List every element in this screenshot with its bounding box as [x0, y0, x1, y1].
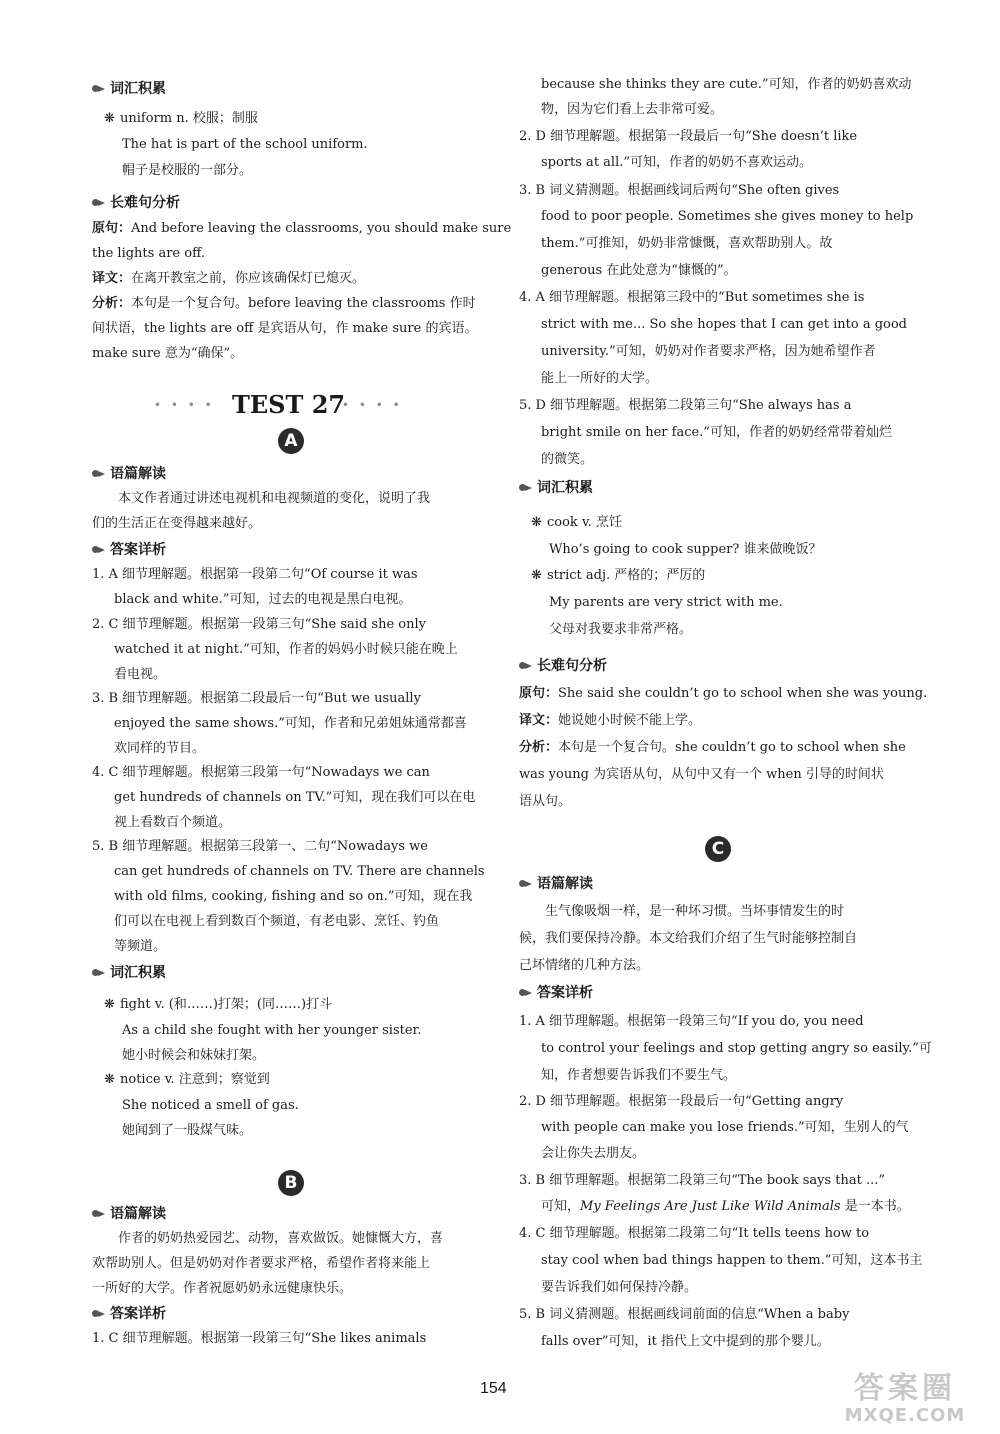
answer-item: 3. B 细节理解题。根据第二段最后一句“But we usually	[92, 691, 421, 706]
answer-item-cont: get hundreds of channels on TV.”可知，现在我们可以在电	[114, 790, 476, 805]
answer-item: 3. B 词义猜测题。根据画线词后两句“She often gives	[519, 183, 840, 198]
watermark-url: MXQE.COM	[844, 1405, 966, 1426]
answer-item-cont: because she thinks they are cute.”可知，作者的奶奶喜欢动	[541, 77, 912, 92]
answer-item-cont: to control your feelings and stop getting angry so easily.”可	[541, 1041, 932, 1056]
heading-pointer-icon	[92, 1209, 106, 1219]
answer-item-cont: strict with me... So she hopes that I can get into a good	[541, 317, 907, 332]
vocab-entry-uniform	[104, 110, 258, 128]
heading-pointer-icon	[92, 198, 106, 208]
answer-item-cont: black and white.”可知，过去的电视是黑白电视。	[114, 592, 412, 607]
answer-item-cont: 会让你失去朋友。	[541, 1146, 646, 1161]
vocab-definition: n. 校服；制服	[172, 111, 258, 126]
original-sentence: 原句：And before leaving the classrooms, you should make sure	[92, 221, 512, 236]
answer-item: 1. A 细节理解题。根据第一段第三句“If you do, you need	[519, 1014, 864, 1029]
passage-badge-c: C	[705, 836, 731, 862]
answer-item-cont: them.”可推知，奶奶非常慷慨，喜欢帮助别人。故	[541, 236, 833, 251]
test-title: TEST 27	[232, 390, 346, 419]
section-heading-vocabulary: 词汇积累	[92, 80, 166, 98]
vocab-word: notice	[120, 1072, 161, 1087]
answer-item-cont: 要告诉我们如何保持冷静。	[541, 1280, 698, 1295]
example-sentence-zh: 父母对我要求非常严格。	[549, 622, 693, 637]
summary-text: 己坏情绪的几种方法。	[519, 958, 650, 973]
star-icon: ❋	[531, 515, 542, 530]
summary-text: 生气像吸烟一样，是一种坏习惯。当坏事情发生的时	[545, 904, 845, 919]
answer-item: 1. A 细节理解题。根据第一段第二句“Of course it was	[92, 567, 418, 582]
answer-item-cont: 的微笑。	[541, 452, 594, 467]
answer-item-cont: stay cool when bad things happen to them.”可知，这本书主	[541, 1253, 923, 1268]
answer-item-cont: 视上看数百个频道。	[114, 815, 232, 830]
example-sentence: Who’s going to cook supper? 谁来做晚饭？	[549, 542, 822, 557]
passage-badge-a: A	[278, 428, 304, 454]
title-dots-right: • • • •	[342, 398, 403, 412]
answer-item-cont: sports at all.”可知，作者的奶奶不喜欢运动。	[541, 155, 813, 170]
heading-pointer-icon	[519, 879, 533, 889]
example-sentence-zh: 她闻到了一股煤气味。	[122, 1123, 253, 1138]
translation: 译文：在离开教室之前，你应该确保灯已熄灭。	[92, 271, 366, 286]
summary-text: 一所好的大学。作者祝愿奶奶永远健康快乐。	[92, 1281, 353, 1296]
answer-item-cont: watched it at night.”可知，作者的妈妈小时候只能在晚上	[114, 642, 458, 657]
answer-item: 2. D 细节理解题。根据第一段最后一句“Getting angry	[519, 1094, 844, 1109]
vocab-entry-cook	[531, 514, 622, 532]
vocab-definition: v. 烹饪	[577, 515, 623, 530]
analysis-cont: 间状语，the lights are off 是宾语从句，作 make sure 的宾语。	[92, 321, 478, 336]
star-icon: ❋	[104, 1072, 115, 1087]
vocab-word: cook	[547, 515, 578, 530]
answer-item: 5. D 细节理解题。根据第二段第三句“She always has a	[519, 398, 852, 413]
section-heading-passage-summary: 语篇解读	[92, 465, 166, 483]
answer-item-cont: 欢同样的节目。	[114, 741, 206, 756]
vocab-word: strict	[547, 568, 582, 583]
answer-item-cont: falls over”可知，it 指代上文中提到的那个婴儿。	[541, 1334, 830, 1349]
section-heading-sentence-analysis: 长难句分析	[92, 194, 180, 212]
answer-item: 5. B 细节理解题。根据第三段第一、二句“Nowadays we	[92, 839, 428, 854]
section-heading-answers: 答案详析	[92, 541, 166, 559]
heading-pointer-icon	[92, 84, 106, 94]
analysis-cont: 语从句。	[519, 794, 572, 809]
vocab-entry-notice	[104, 1071, 270, 1089]
answer-item-cont: bright smile on her face.”可知，作者的奶奶经常带着灿烂	[541, 425, 892, 440]
answer-item-cont: 等频道。	[114, 939, 167, 954]
answer-item-cont: food to poor people. Sometimes she gives money to help	[541, 209, 914, 224]
answer-item: 2. D 细节理解题。根据第一段最后一句“She doesn’t like	[519, 129, 858, 144]
vocab-entry-fight	[104, 996, 332, 1014]
example-sentence-zh: 她小时候会和妹妹打架。	[122, 1048, 266, 1063]
passage-badge-b: B	[278, 1170, 304, 1196]
answer-item: 4. A 细节理解题。根据第三段中的“But sometimes she is	[519, 290, 865, 305]
star-icon: ❋	[104, 111, 115, 126]
title-dots-left: • • • •	[154, 398, 215, 412]
example-sentence-en: The hat is part of the school uniform.	[122, 137, 368, 152]
summary-text: 本文作者通过讲述电视机和电视频道的变化，说明了我	[118, 491, 431, 506]
section-heading-passage-summary: 语篇解读	[92, 1205, 166, 1223]
answer-item-cont: 能上一所好的大学。	[541, 371, 659, 386]
vocab-word: uniform	[120, 111, 173, 126]
section-heading-vocabulary: 词汇积累	[92, 964, 166, 982]
heading-pointer-icon	[92, 1309, 106, 1319]
section-heading-passage-summary: 语篇解读	[519, 875, 593, 893]
star-icon: ❋	[104, 997, 115, 1012]
summary-text: 们的生活正在变得越来越好。	[92, 516, 262, 531]
vocab-definition: v. (和……)打架；(同……)打斗	[150, 997, 333, 1012]
example-sentence-en: She noticed a smell of gas.	[122, 1098, 299, 1113]
watermark-title: 答案圈	[854, 1371, 956, 1406]
answer-item: 2. C 细节理解题。根据第一段第三句“She said she only	[92, 617, 426, 632]
example-sentence-zh: 帽子是校服的一部分。	[122, 163, 253, 178]
section-heading-sentence-analysis: 长难句分析	[519, 657, 607, 675]
summary-text: 作者的奶奶热爱园艺、动物，喜欢做饭。她慷慨大方，喜	[118, 1231, 444, 1246]
book-title: My Feelings Are Just Like Wild Animals	[580, 1199, 841, 1214]
answer-item-cont: 看电视。	[114, 667, 167, 682]
answer-item-cont: enjoyed the same shows.”可知，作者和兄弟姐妹通常都喜	[114, 716, 467, 731]
section-heading-answers: 答案详析	[519, 984, 593, 1002]
answer-item-cont: with people can make you lose friends.”可知，生别人的气	[541, 1120, 909, 1135]
section-heading-answers: 答案详析	[92, 1305, 166, 1323]
heading-pointer-icon	[92, 469, 106, 479]
vocab-entry-strict	[531, 567, 705, 585]
answer-item-cont: generous 在此处意为“慷慨的”。	[541, 263, 737, 278]
answer-item-cont: 们可以在电视上看到数百个频道，有老电影、烹饪、钓鱼	[114, 914, 440, 929]
page-number: 154	[480, 1380, 507, 1397]
example-sentence-en: My parents are very strict with me.	[549, 595, 783, 610]
answer-item: 4. C 细节理解题。根据第二段第二句“It tells teens how to	[519, 1226, 870, 1241]
answer-item-cont: 知，作者想要告诉我们不要生气。	[541, 1068, 737, 1083]
example-sentence-en: As a child she fought with her younger sister.	[122, 1023, 422, 1038]
vocab-word: fight	[120, 997, 151, 1012]
heading-pointer-icon	[92, 545, 106, 555]
answer-item: 5. B 词义猜测题。根据画线词前面的信息“When a baby	[519, 1307, 850, 1322]
answer-item-cont: with old films, cooking, fishing and so on.”可知，现在我	[114, 889, 473, 904]
analysis-cont: make sure 意为“确保”。	[92, 346, 244, 361]
summary-text: 欢帮助别人。但是奶奶对作者要求严格，希望作者将来能上	[92, 1256, 431, 1271]
heading-pointer-icon	[519, 661, 533, 671]
answer-item-cont: 可知，My Feelings Are Just Like Wild Animals 是一本书。	[541, 1199, 910, 1214]
analysis: 分析：本句是一个复合句。before leaving the classrooms 作时	[92, 296, 476, 311]
analysis-cont: was young 为宾语从句，从句中又有一个 when 引导的时间状	[519, 767, 884, 782]
star-icon: ❋	[531, 568, 542, 583]
vocab-definition: v. 注意到；察觉到	[160, 1072, 270, 1087]
answer-item-cont: 物，因为它们看上去非常可爱。	[541, 102, 724, 117]
answer-item: 1. C 细节理解题。根据第一段第三句“She likes animals	[92, 1331, 427, 1346]
translation: 译文：她说她小时候不能上学。	[519, 713, 702, 728]
answer-item: 3. B 细节理解题。根据第二段第三句“The book says that ...”	[519, 1173, 886, 1188]
heading-pointer-icon	[92, 968, 106, 978]
original-sentence: 原句：She said she couldn’t go to school when she was young.	[519, 686, 928, 701]
heading-pointer-icon	[519, 483, 533, 493]
original-sentence-cont: the lights are off.	[92, 246, 205, 261]
summary-text: 候，我们要保持冷静。本文给我们介绍了生气时能够控制自	[519, 931, 858, 946]
watermark	[815, 1372, 995, 1430]
analysis: 分析：本句是一个复合句。she couldn’t go to school when she	[519, 740, 906, 755]
answer-item-cont: university.”可知，奶奶对作者要求严格，因为她希望作者	[541, 344, 876, 359]
vocab-definition: adj. 严格的；严厉的	[581, 568, 706, 583]
answer-item: 4. C 细节理解题。根据第三段第一句“Nowadays we can	[92, 765, 430, 780]
answer-item-cont: can get hundreds of channels on TV. There are channels	[114, 864, 485, 879]
heading-pointer-icon	[519, 988, 533, 998]
section-heading-vocabulary: 词汇积累	[519, 479, 593, 497]
